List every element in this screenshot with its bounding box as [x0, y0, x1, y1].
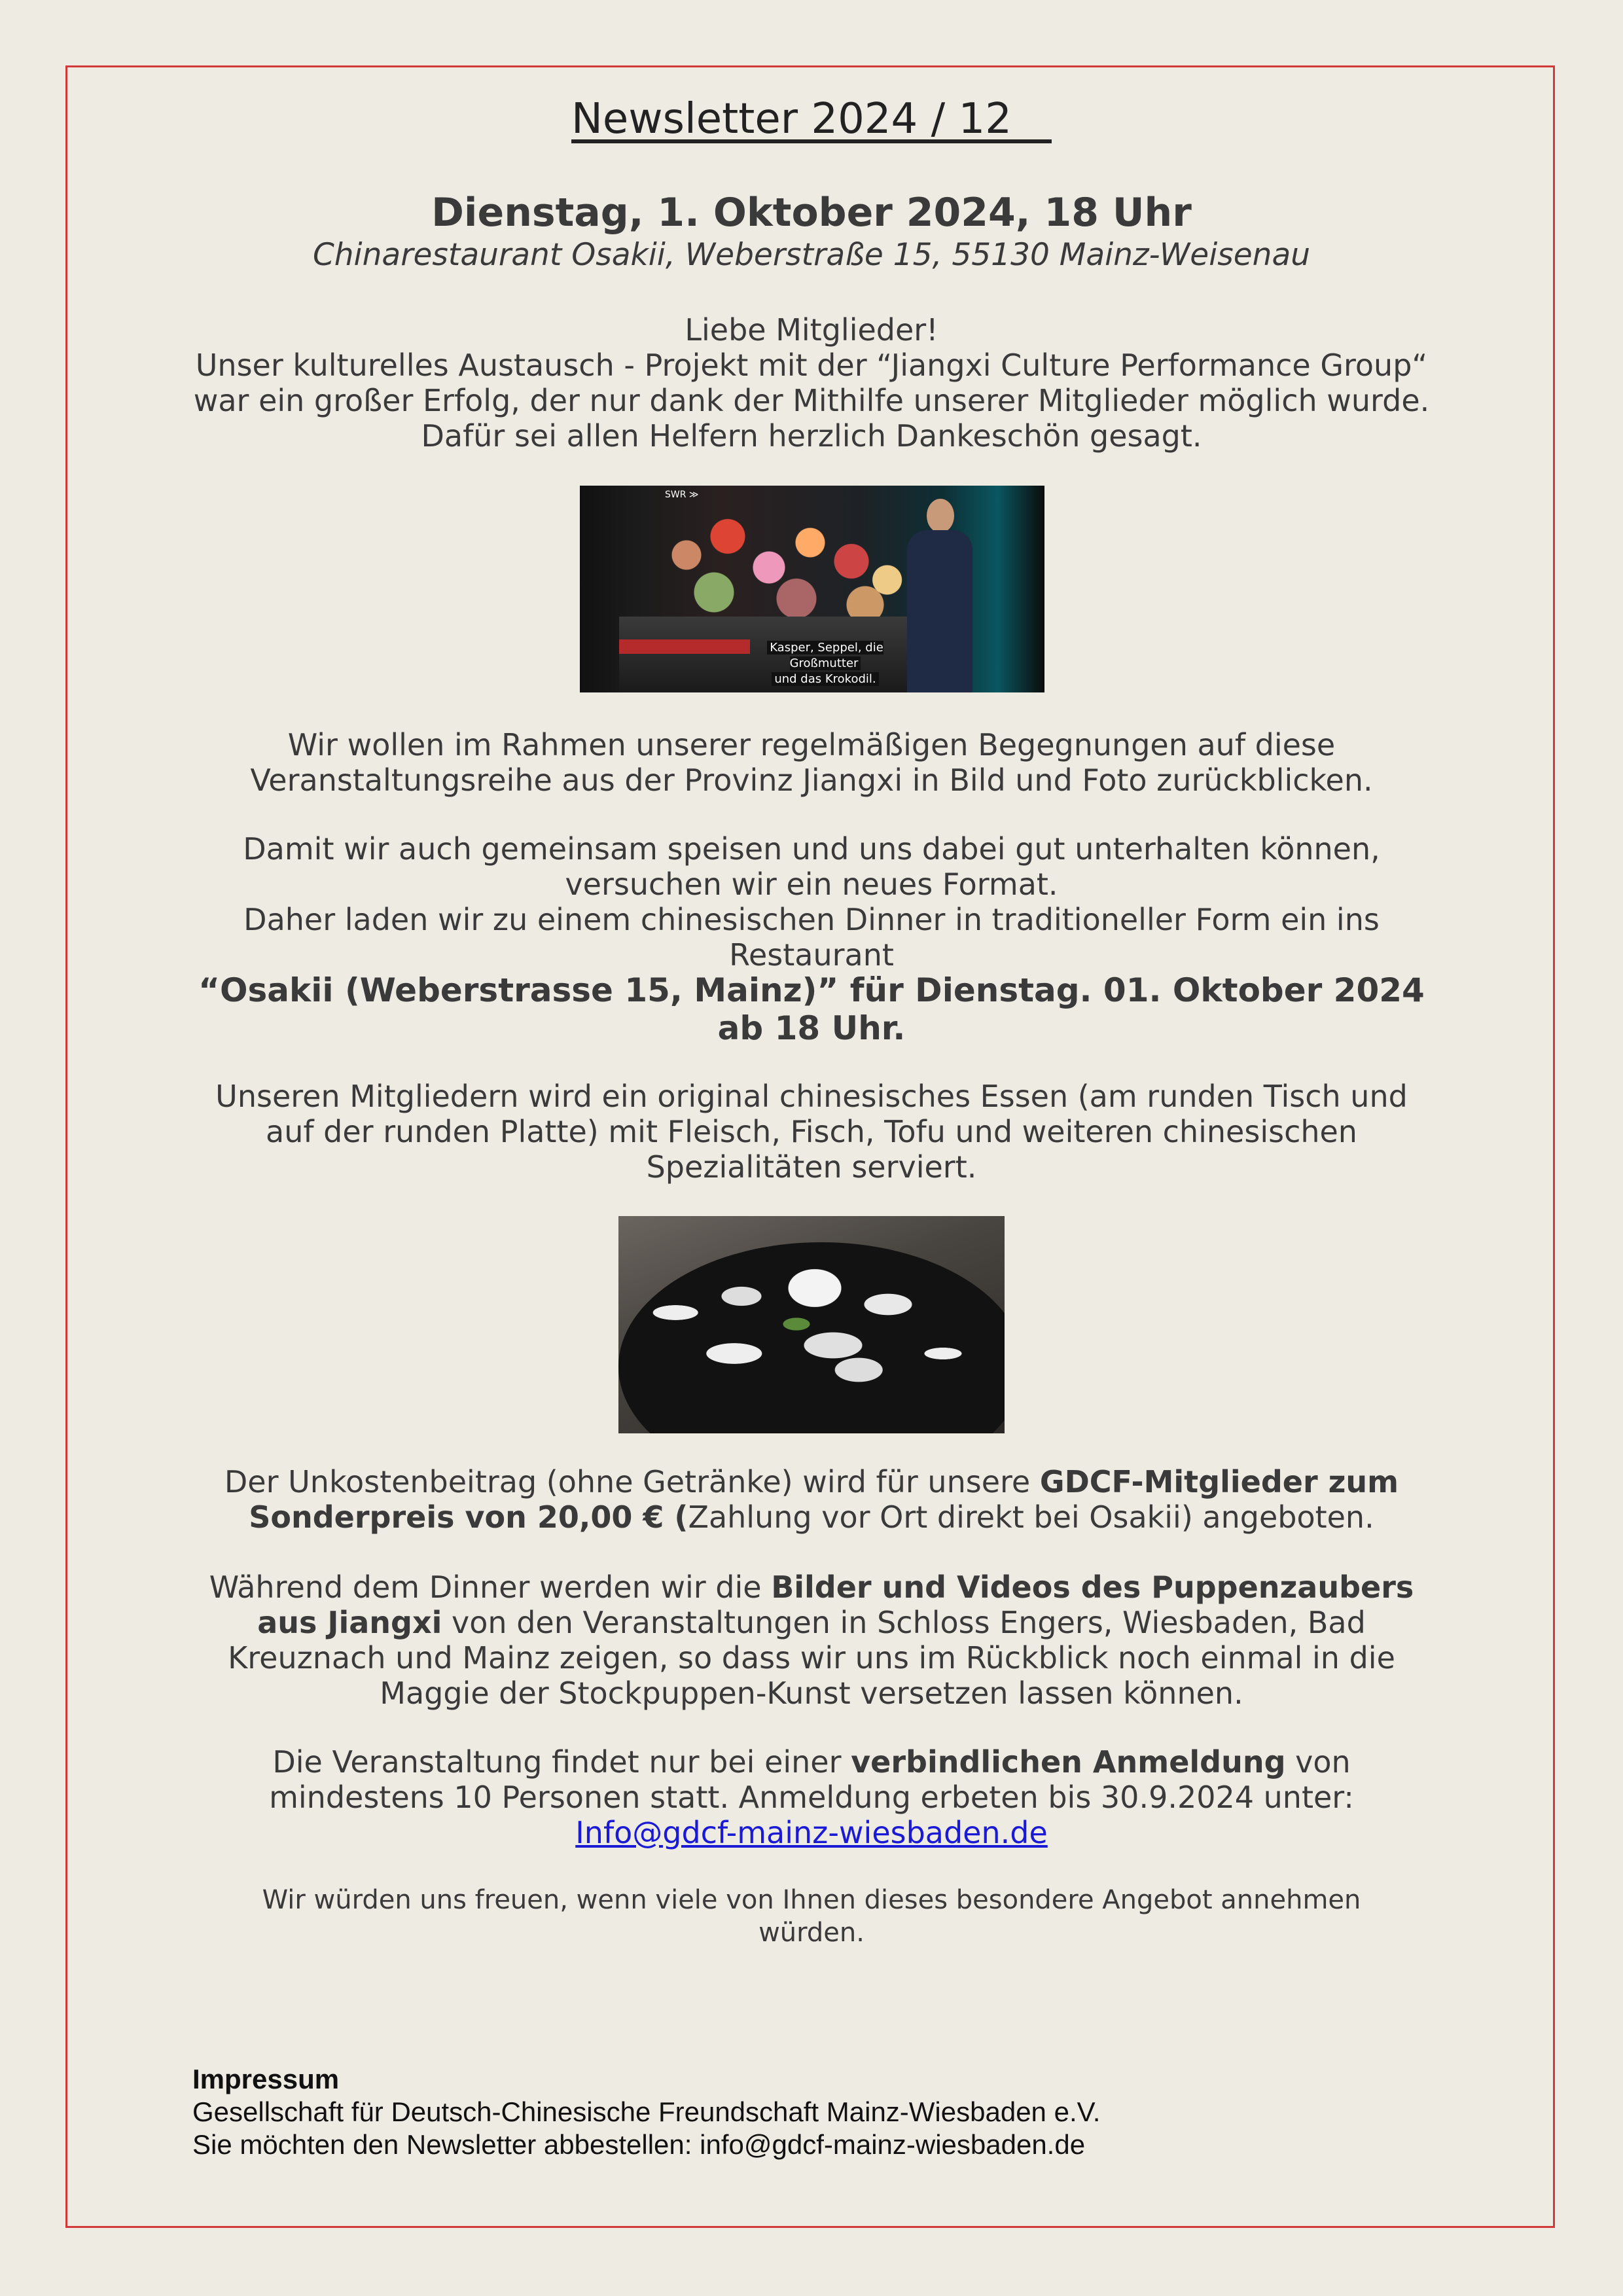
menu-line: Unseren Mitgliedern wird ein original chinesisches Essen (am runden Tisch und: [215, 1079, 1408, 1114]
review-line: Veranstaltungsreihe aus der Provinz Jiangxi in Bild und Foto zurückblicken.: [250, 762, 1373, 798]
impressum-heading: Impressum: [192, 2064, 340, 2094]
review-line: Wir wollen im Rahmen unserer regelmäßigen Begegnungen auf diese: [287, 727, 1336, 762]
format-line: Daher laden wir zu einem chinesischen Dinner in traditioneller Form ein ins: [243, 902, 1380, 937]
registration-paragraph: [65, 1744, 1558, 1850]
event-date-heading: Dienstag, 1. Oktober 2024, 18 Uhr: [431, 190, 1192, 236]
event-location: Chinarestaurant Osakii, Weberstraße 15, 55130 Mainz-Weisenau: [312, 237, 1311, 273]
closing-line: würden.: [758, 1918, 865, 1948]
videos-line: Maggie der Stockpuppen-Kunst versetzen lassen können.: [380, 1676, 1243, 1711]
price-line: Der Unkostenbeitrag (ohne Getränke) wird für unsere GDCF-Mitglieder zum: [224, 1464, 1399, 1499]
intro-line: Unser kulturelles Austausch - Projekt mit der “Jiangxi Culture Performance Group“: [195, 348, 1428, 383]
format-paragraph: [65, 831, 1558, 973]
impressum-organization: Gesellschaft für Deutsch-Chinesische Freundschaft Mainz-Wiesbaden e.V.: [192, 2096, 1101, 2127]
intro-greeting: Liebe Mitglieder!: [685, 312, 938, 348]
intro-line: Dafür sei allen Helfern herzlich Dankeschön gesagt.: [421, 418, 1202, 454]
format-line: Restaurant: [729, 937, 894, 973]
videos-paragraph: [65, 1570, 1558, 1711]
invitation-line: ab 18 Uhr.: [717, 1009, 906, 1047]
unsubscribe-line: Sie möchten den Newsletter abbestellen: info@gdcf-mainz-wiesbaden.de: [192, 2129, 1086, 2160]
registration-email-link[interactable]: Info@gdcf-mainz-wiesbaden.de: [575, 1815, 1048, 1850]
intro-line: war ein großer Erfolg, der nur dank der Mithilfe unserer Mitglieder möglich wurde.: [193, 383, 1430, 418]
price-members-emphasis: GDCF-Mitglieder zum: [1039, 1464, 1399, 1499]
puppet-show-photo: [580, 486, 1044, 692]
format-line: versuchen wir ein neues Format.: [565, 867, 1058, 902]
price-amount-emphasis: Sonderpreis von 20,00 € (: [249, 1499, 688, 1535]
unsubscribe-email[interactable]: info@gdcf-mainz-wiesbaden.de: [700, 2129, 1086, 2160]
impressum-block: [192, 2063, 1100, 2161]
closing-paragraph: [65, 1884, 1558, 1949]
invitation-highlight: [65, 971, 1558, 1047]
price-paragraph: [65, 1464, 1558, 1535]
menu-line: Spezialitäten serviert.: [646, 1149, 977, 1185]
photo-caption-line: Kasper, Seppel, die Großmutter: [767, 641, 883, 670]
registration-line: Die Veranstaltung findet nur bei einer verbindlichen Anmeldung von: [272, 1744, 1351, 1780]
photo-caption-line: und das Krokodil.: [772, 672, 878, 686]
dinner-table-photo: [618, 1216, 1005, 1433]
videos-emphasis: aus Jiangxi: [257, 1605, 442, 1640]
closing-line: Wir würden uns freuen, wenn viele von Ihnen dieses besondere Angebot annehmen: [262, 1885, 1361, 1915]
invitation-line: “Osakii (Weberstrasse 15, Mainz)” für Dienstag. 01. Oktober 2024: [198, 971, 1425, 1009]
videos-emphasis: Bilder und Videos des Puppenzaubers: [771, 1570, 1414, 1605]
format-line: Damit wir auch gemeinsam speisen und uns dabei gut unterhalten können,: [243, 831, 1380, 867]
review-paragraph: [65, 727, 1558, 798]
price-line: Sonderpreis von 20,00 € (Zahlung vor Ort direkt bei Osakii) angeboten.: [249, 1499, 1374, 1535]
tv-logo: SWR ≫: [665, 490, 699, 500]
puppets-image: [645, 505, 920, 630]
photo-caption: [730, 640, 920, 687]
registration-emphasis: verbindlichen Anmeldung: [851, 1744, 1286, 1780]
menu-paragraph: [65, 1079, 1558, 1185]
videos-line: Während dem Dinner werden wir die Bilder und Videos des Puppenzaubers: [209, 1570, 1414, 1605]
intro-paragraph: [65, 312, 1558, 454]
registration-line: mindestens 10 Personen statt. Anmeldung erbeten bis 30.9.2024 unter:: [269, 1780, 1354, 1815]
dishes-image: [632, 1255, 998, 1419]
menu-line: auf der runden Platte) mit Fleisch, Fisch, Tofu und weiteren chinesischen: [266, 1114, 1357, 1149]
videos-line: Kreuznach und Mainz zeigen, so dass wir uns im Rückblick noch einmal in die: [228, 1640, 1395, 1676]
videos-line: aus Jiangxi von den Veranstaltungen in Schloss Engers, Wiesbaden, Bad: [257, 1605, 1366, 1640]
newsletter-title: Newsletter 2024 / 12: [571, 95, 1052, 143]
